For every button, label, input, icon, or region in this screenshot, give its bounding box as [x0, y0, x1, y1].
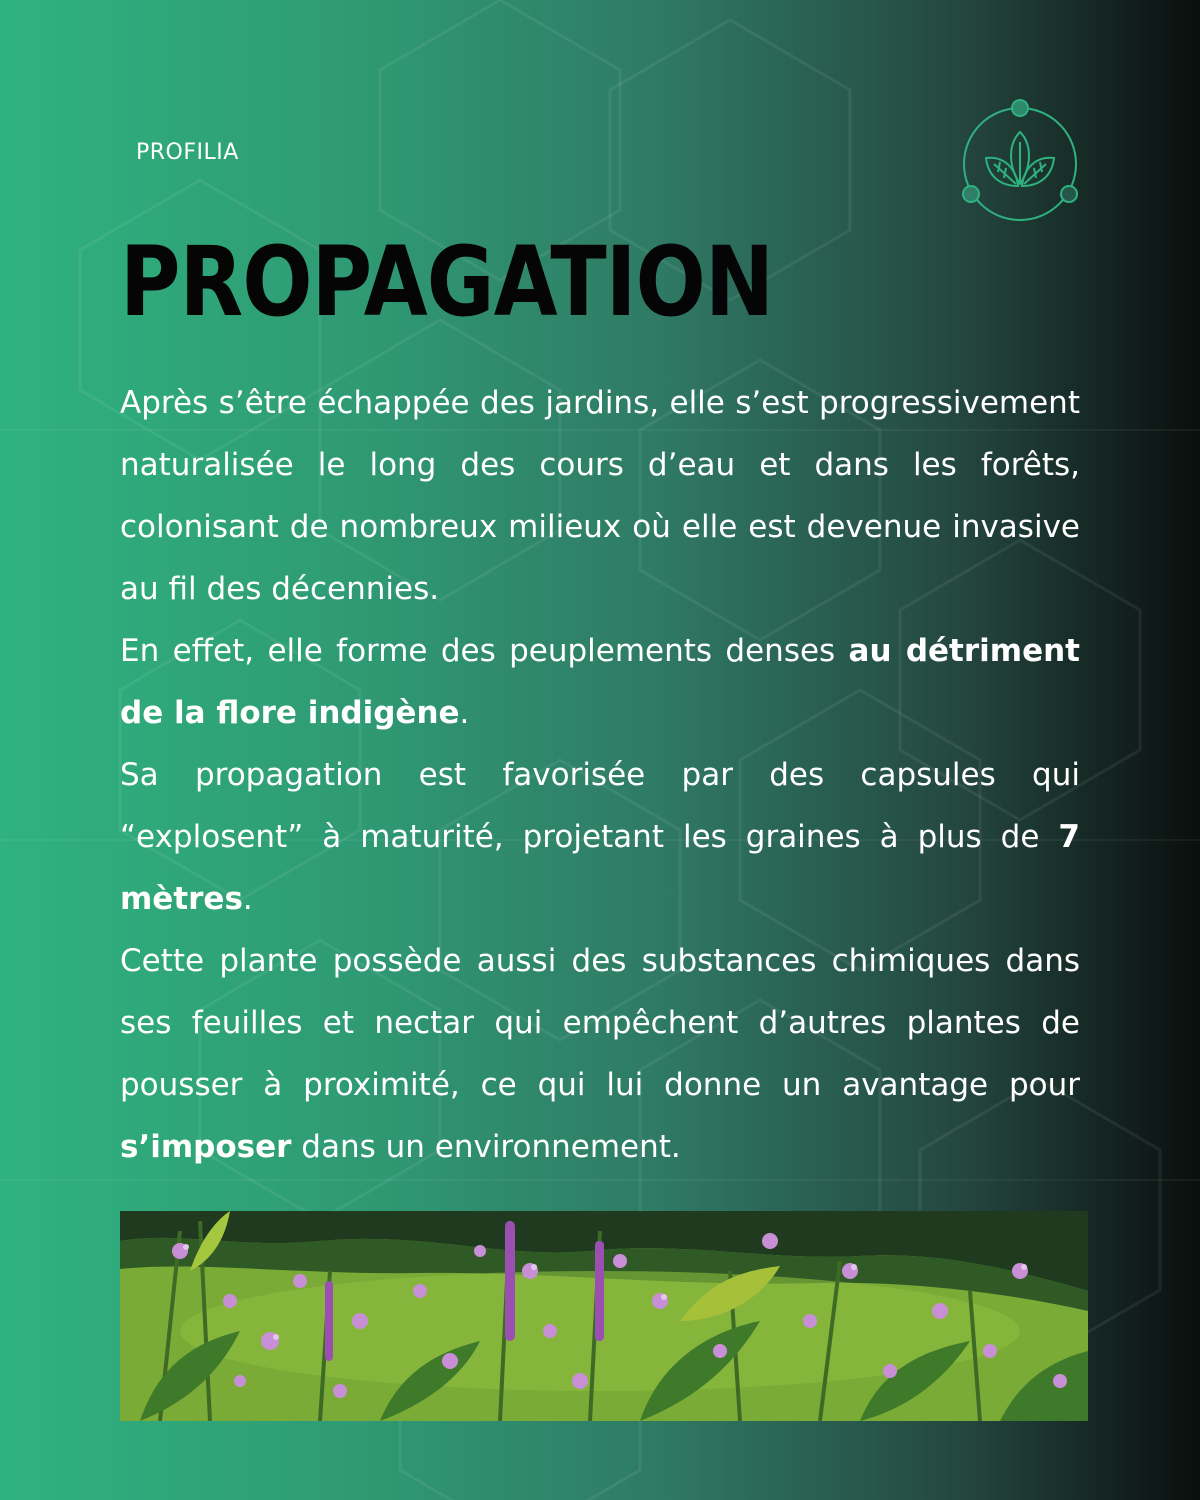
emphasis-text: au détriment de la flore indigène	[120, 633, 1080, 731]
body-text	[120, 372, 1080, 1178]
body-paragraph	[120, 930, 1080, 1178]
flowers-photo	[120, 1211, 1088, 1421]
page-title: PROPAGATION	[120, 226, 774, 338]
paragraph-text: Après s’être échappée des jardins, elle s’est progressivement naturalisée le long des cours d’eau et dans les forêts, colonisant de nombreux milieux où elle est devenue invasive au fil des décennies.	[120, 385, 1080, 607]
emphasis-text: s’imposer	[120, 1129, 292, 1165]
body-paragraph	[120, 620, 1080, 744]
paragraph-text: dans un environnement.	[291, 1129, 681, 1165]
paragraph-text: Cette plante possède aussi des substances chimiques dans ses feuilles et nectar qui empêchent d’autres plantes de pousser à proximité, ce qui lui donne un avantage pour	[120, 943, 1080, 1103]
body-paragraph	[120, 744, 1080, 930]
paragraph-text: .	[459, 695, 470, 731]
leaves-circle-icon	[956, 98, 1084, 226]
brand-name: PROFILIA	[136, 140, 239, 165]
emphasis-text: 7 mètres	[120, 819, 1080, 917]
paragraph-text: Sa propagation est favorisée par des capsules qui “explosent” à maturité, projetant les graines à plus de	[120, 757, 1080, 855]
body-paragraph	[120, 372, 1080, 620]
paragraph-text: En effet, elle forme des peuplements denses	[120, 633, 849, 669]
paragraph-text: .	[242, 881, 253, 917]
